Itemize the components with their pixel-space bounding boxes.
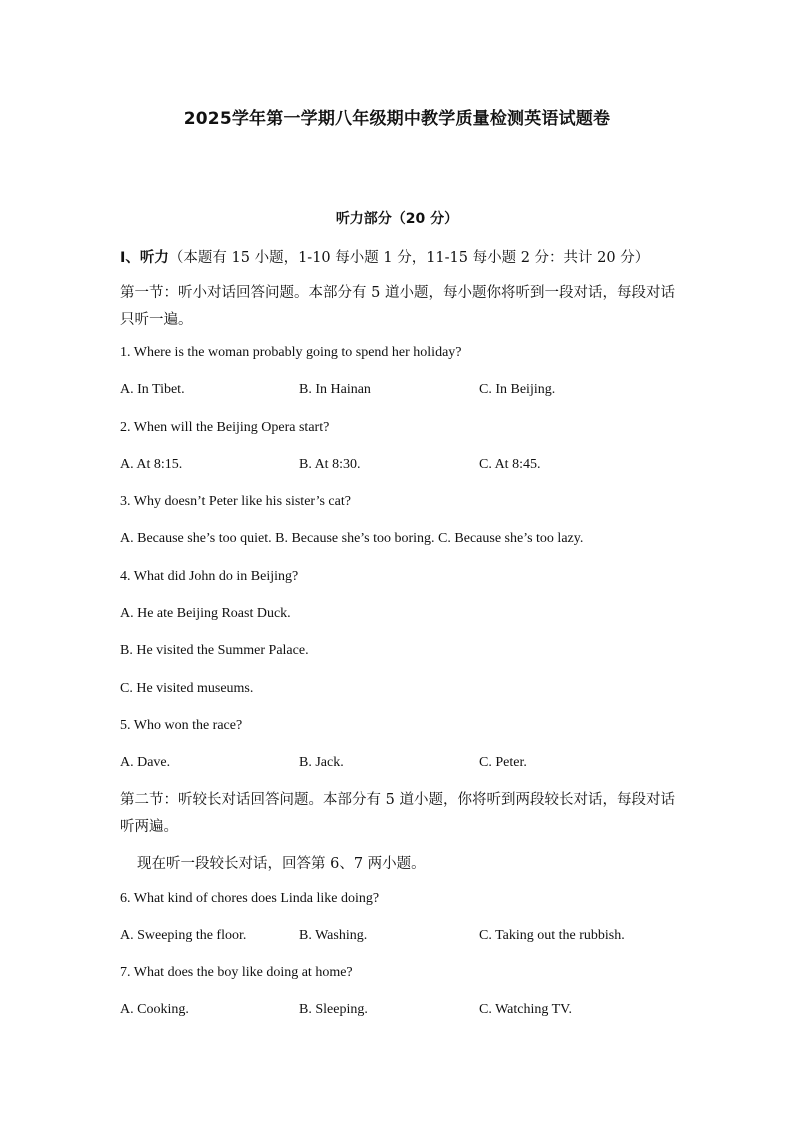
question-stem: 7. What does the boy like doing at home? [120, 965, 353, 980]
dialogue-intro: 现在听一段较长对话，回答第 6、7 两小题。 [137, 856, 426, 872]
option-a: A. He ate Beijing Roast Duck. [120, 606, 291, 621]
option-c: C. Taking out the rubbish. [479, 928, 625, 943]
question-stem: 6. What kind of chores does Linda like doing? [120, 891, 380, 906]
option-c: C. In Beijing. [479, 382, 556, 397]
option-a: A. In Tibet. [120, 382, 185, 397]
part1-heading: Ⅰ、听力 [120, 250, 169, 266]
question-stem: 3. Why doesn’t Peter like his sister’s cat? [120, 494, 351, 509]
option-a: A. Sweeping the floor. [120, 928, 247, 943]
option-b: B. He visited the Summer Palace. [120, 643, 309, 658]
option-b: B. At 8:30. [299, 457, 361, 472]
part1-header [120, 246, 649, 267]
option-b: B. In Hainan [299, 382, 371, 397]
option-b: B. Sleeping. [299, 1002, 368, 1017]
option-a: A. At 8:15. [120, 457, 183, 472]
section2-instructions: 第二节：听较长对话回答问题。本部分有 5 道小题，你将听到两段较长对话，每段对话听两遍。 [120, 792, 675, 835]
option-c: C. Peter. [479, 755, 527, 770]
question-stem: 2. When will the Beijing Opera start? [120, 420, 330, 435]
option-c: C. At 8:45. [479, 457, 541, 472]
option-c: C. Watching TV. [479, 1002, 572, 1017]
listening-section-title: 听力部分（20 分） [335, 211, 459, 227]
exam-title: 2025学年第一学期八年级期中教学质量检测英语试题卷 [183, 109, 611, 129]
option-b: B. Jack. [299, 755, 344, 770]
question-stem: 4. What did John do in Beijing? [120, 569, 299, 584]
option-a: A. Dave. [120, 755, 171, 770]
option-a: A. Cooking. [120, 1002, 189, 1017]
options-line: A. Because she’s too quiet. B. Because she’s too boring. C. Because she’s too lazy. [120, 531, 584, 546]
section1-instructions: 第一节：听小对话回答问题。本部分有 5 道小题，每小题你将听到一段对话，每段对话只听一遍。 [120, 285, 675, 328]
question-stem: 5. Who won the race? [120, 718, 243, 733]
option-c: C. He visited museums. [120, 681, 254, 696]
option-b: B. Washing. [299, 928, 368, 943]
question-stem: 1. Where is the woman probably going to spend her holiday? [120, 345, 462, 360]
part1-note: （本题有 15 小题，1-10 每小题 1 分，11-15 每小题 2 分：共计 20 分） [168, 250, 650, 266]
